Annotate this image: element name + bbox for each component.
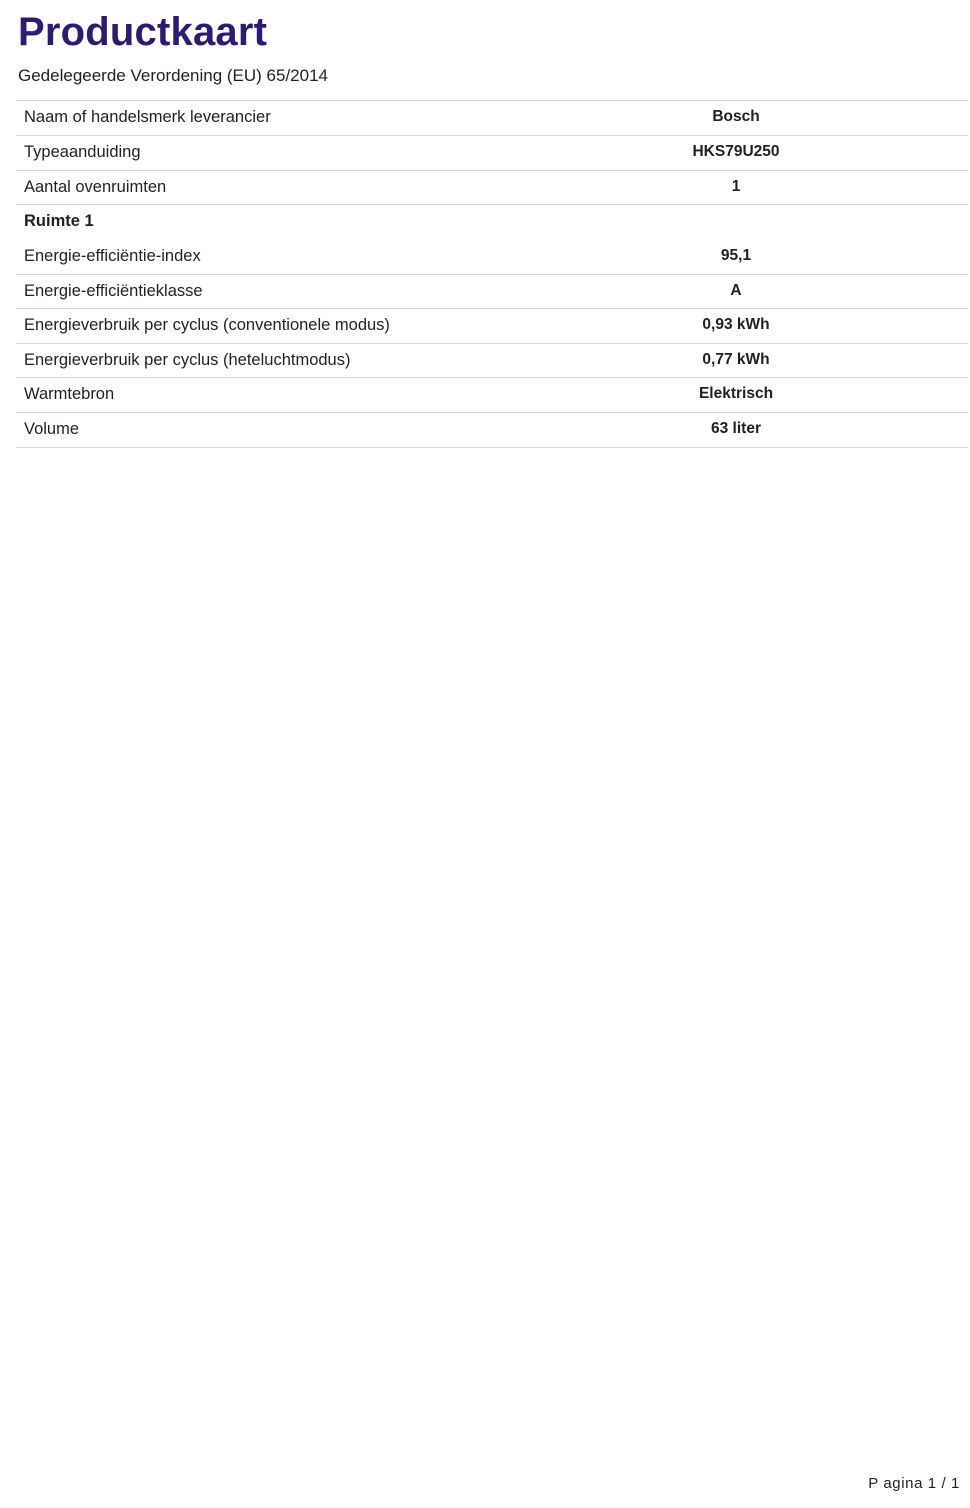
- table-section-row: [16, 205, 968, 240]
- row-value: Elektrisch: [698, 385, 774, 403]
- regulation-subtitle: Gedelegeerde Verordening (EU) 65/2014: [18, 66, 328, 85]
- section-value: [504, 205, 968, 240]
- row-label: Naam of handelsmerk leverancier: [24, 108, 271, 127]
- row-label: Energieverbruik per cyclus (heteluchtmodus): [24, 350, 351, 369]
- row-label: Warmtebron: [24, 385, 115, 404]
- row-value: 1: [731, 177, 741, 195]
- table-row: [16, 274, 968, 309]
- row-value: A: [730, 281, 742, 299]
- table-row: [16, 170, 968, 205]
- row-value: Bosch: [712, 108, 760, 126]
- row-value: HKS79U250: [692, 143, 780, 161]
- row-label: Typeaanduiding: [24, 143, 141, 162]
- row-label: Energie-efficiëntieklasse: [24, 281, 203, 300]
- table-row: [16, 413, 968, 448]
- table-row: [16, 136, 968, 171]
- table-row: [16, 309, 968, 344]
- specification-table: [16, 100, 968, 447]
- product-fiche-page: [0, 8, 970, 1508]
- row-value: 0,93 kWh: [702, 316, 770, 334]
- table-row: [16, 343, 968, 378]
- row-value: 0,77 kWh: [702, 350, 770, 368]
- table-row: [16, 239, 968, 274]
- row-label: Aantal ovenruimten: [24, 177, 167, 196]
- page-title: Productkaart: [18, 10, 268, 54]
- section-label: Ruimte 1: [24, 212, 94, 231]
- page-number-footer: P agina 1 / 1: [868, 1475, 960, 1492]
- row-value: 95,1: [720, 246, 752, 264]
- row-label: Energie-efficiëntie-index: [24, 246, 201, 265]
- specification-table-body: [16, 101, 968, 447]
- row-label: Volume: [24, 420, 80, 439]
- row-value: 63 liter: [711, 420, 761, 438]
- row-label: Energieverbruik per cyclus (conventionele modus): [24, 316, 390, 335]
- table-row: [16, 378, 968, 413]
- table-row: [16, 101, 968, 136]
